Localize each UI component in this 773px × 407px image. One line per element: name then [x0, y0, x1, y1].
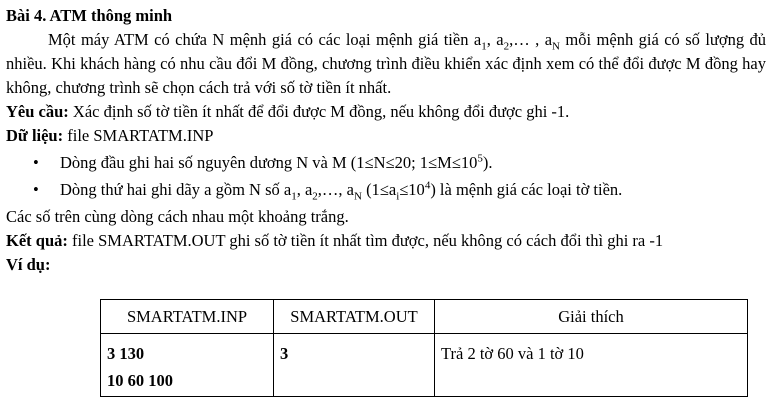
- cell-out: 3: [274, 334, 435, 397]
- bullet2-text-e: ≤10: [399, 180, 425, 199]
- header-out: SMARTATM.OUT: [274, 300, 435, 334]
- bullet2-sub-3: N: [353, 190, 362, 203]
- output-text: file SMARTATM.OUT ghi số tờ tiền ít nhất tìm được, nếu không có cách đổi thì ghi ra -1: [67, 231, 664, 250]
- output-line: [6, 229, 766, 253]
- requirement-line: [6, 100, 766, 124]
- bullet2-text-a: Dòng thứ hai ghi dãy a gồm N số a: [60, 180, 292, 199]
- bullet2-text-d: (1≤a: [361, 180, 397, 199]
- problem-document: [6, 4, 766, 277]
- intro-paragraph: [6, 28, 766, 100]
- cell-inp: [101, 334, 274, 397]
- header-explain: Giải thích: [435, 300, 748, 334]
- example-row: [101, 334, 748, 397]
- intro-sub-3: N: [552, 40, 560, 53]
- intro-text-3: ,… , a: [509, 30, 553, 49]
- header-inp: SMARTATM.INP: [101, 300, 274, 334]
- cell-explain: Trả 2 tờ 60 và 1 tờ 10: [435, 334, 748, 397]
- bullet2-text-f: ) là mệnh giá các loại tờ tiền.: [430, 180, 623, 199]
- input-bullet-2: [6, 178, 766, 202]
- inp-line-2: 10 60 100: [107, 371, 173, 390]
- requirement-text: Xác định số tờ tiền ít nhất để đổi được M đồng, nếu không đổi được ghi -1.: [68, 102, 570, 121]
- inp-line-1: 3 130: [107, 344, 145, 363]
- problem-title: Bài 4. ATM thông minh: [6, 6, 173, 25]
- input-label: Dữ liệu:: [6, 126, 64, 145]
- bullet2-sub-2: 2: [312, 190, 318, 203]
- intro-sub-1: 1: [481, 40, 487, 53]
- input-text: file SMARTATM.INP: [63, 126, 214, 145]
- bullet2-text-b: , a: [296, 180, 313, 199]
- input-bullet-1: [6, 151, 766, 175]
- example-table: [100, 299, 748, 397]
- requirement-label: Yêu cầu:: [6, 102, 69, 121]
- bullet1-text-a: Dòng đầu ghi hai số nguyên dương N và M (1≤N≤20; 1≤M≤10: [60, 153, 478, 172]
- intro-text-4: mỗi mệnh giá có số lượng đủ nhiều. Khi khách hàng có nhu cầu đổi M đồng, chương trình điều khiển xác định xem có thể đổi được M đồng hay không, chương trình sẽ chọn cách trả với số tờ tiền ít nhất.: [6, 30, 767, 97]
- input-bullet-list: [6, 151, 766, 202]
- bullet2-sub-1: 1: [291, 190, 297, 203]
- intro-text-1: Một máy ATM có chứa N mệnh giá có các loại mệnh giá tiền a: [48, 30, 482, 49]
- bullet1-text-b: ).: [482, 153, 493, 172]
- example-label: Ví dụ:: [6, 255, 51, 274]
- output-label: Kết quả:: [6, 231, 68, 250]
- intro-sub-2: 2: [503, 40, 510, 53]
- input-note: Các số trên cùng dòng cách nhau một khoảng trắng.: [6, 207, 349, 226]
- input-line: [6, 124, 766, 148]
- bullet2-text-c: ,…, a: [317, 180, 354, 199]
- intro-text-2: , a: [486, 30, 504, 49]
- bullet2-sub-4: i: [396, 190, 400, 203]
- example-header-row: [101, 300, 748, 334]
- bullet1-sup: 5: [477, 152, 483, 165]
- bullet2-sup: 4: [424, 179, 431, 192]
